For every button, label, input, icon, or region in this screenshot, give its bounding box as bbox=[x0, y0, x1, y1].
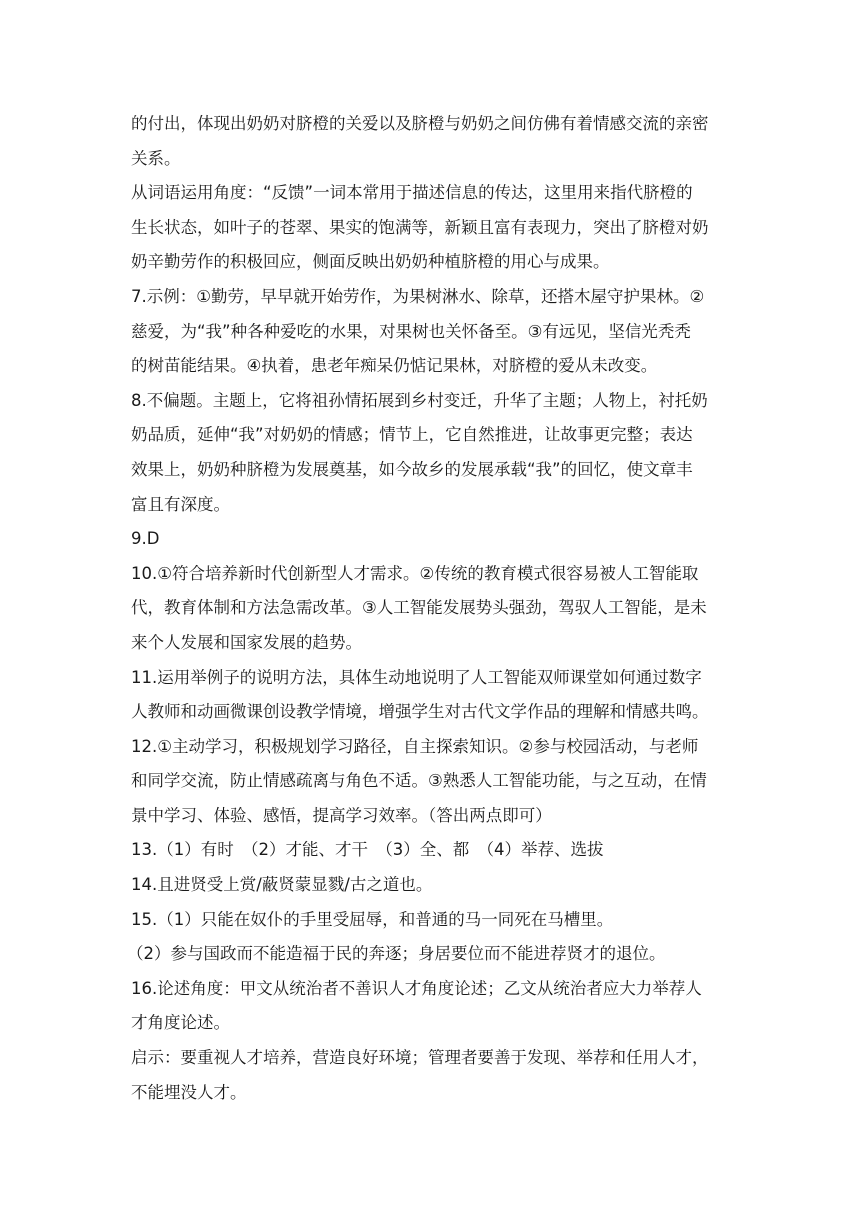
answer-13-line: 13.（1）有时 （2）才能、才干 （3）全、都 （4）举荐、选拔 bbox=[131, 840, 604, 860]
text-line: 的付出，体现出奶奶对脐橙的关爱以及脐橙与奶奶之间仿佛有着情感交流的亲密 bbox=[131, 114, 709, 133]
text-line: 启示：要重视人才培养，营造良好环境；管理者要善于发现、举荐和任用人才， bbox=[131, 1048, 709, 1068]
text-line: 不能埋没人才。 bbox=[131, 1082, 247, 1102]
answer-12-line: 12.①主动学习，积极规划学习路径，自主探索知识。②参与校园活动，与老师 bbox=[131, 736, 699, 756]
answer-text-block bbox=[127, 107, 741, 1110]
answer-16-line: 16.论述角度：甲文从统治者不善识人才角度论述；乙文从统治者应大力举荐人 bbox=[131, 978, 702, 998]
answer-9-line: 9.D bbox=[131, 529, 160, 549]
text-line: 来个人发展和国家发展的趋势。 bbox=[131, 632, 362, 652]
text-line: 效果上，奶奶种脐橙为发展奠基，如今故乡的发展承载“我”的回忆，使文章丰 bbox=[131, 459, 693, 479]
text-line: 的树苗能结果。④执着，患老年痴呆仍惦记果林，对脐橙的爱从未改变。 bbox=[131, 356, 658, 376]
answer-7-line: 7.示例：①勤劳，早早就开始劳作，为果树淋水、除草，还搭木屋守护果林。② bbox=[131, 286, 705, 306]
answer-15-line: 15.（1）只能在奴仆的手里受屈辱，和普通的马一同死在马槽里。 bbox=[131, 909, 614, 929]
text-line: （2）参与国政而不能造福于民的奔逐；身居要位而不能进荐贤才的退位。 bbox=[127, 944, 666, 964]
text-line: 人教师和动画微课创设教学情境，增强学生对古代文学作品的理解和情感共鸣。 bbox=[131, 702, 709, 722]
text-line: 景中学习、体验、感悟，提高学习效率。（答出两点即可） bbox=[131, 805, 552, 825]
text-line: 关系。 bbox=[131, 148, 181, 168]
text-line: 富且有深度。 bbox=[131, 494, 230, 514]
text-line: 才角度论述。 bbox=[131, 1013, 230, 1033]
answer-8-line: 8.不偏题。主题上，它将祖孙情拓展到乡村变迁，升华了主题；人物上，衬托奶 bbox=[131, 390, 708, 410]
answer-14-line: 14.且进贤受上赏/蔽贤蒙显戮/古之道也。 bbox=[131, 875, 433, 895]
text-line: 奶品质，延伸“我”对奶奶的情感；情节上，它自然推进，让故事更完整；表达 bbox=[131, 425, 693, 445]
text-line: 代，教育体制和方法急需改革。③人工智能发展势头强劲，驾驭人工智能，是未 bbox=[131, 598, 707, 618]
text-line: 奶辛勤劳作的积极回应，侧面反映出奶奶种植脐橙的用心与成果。 bbox=[131, 252, 610, 272]
answer-10-line: 10.①符合培养新时代创新型人才需求。②传统的教育模式很容易被人工智能取 bbox=[131, 563, 699, 583]
answer-11-line: 11.运用举例子的说明方法，具体生动地说明了人工智能双师课堂如何通过数字 bbox=[131, 667, 702, 687]
text-line: 和同学交流，防止情感疏离与角色不适。③熟悉人工智能功能，与之互动，在情 bbox=[131, 771, 707, 791]
text-line: 慈爱，为“我”种各种爱吃的水果，对果树也关怀备至。③有远见，坚信光秃秃 bbox=[131, 321, 691, 341]
text-line: 生长状态，如叶子的苍翠、果实的饱满等，新颖且富有表现力，突出了脐橙对奶 bbox=[131, 217, 709, 237]
text-line: 从词语运用角度：“反馈”一词本常用于描述信息的传达，这里用来指代脐橙的 bbox=[131, 183, 693, 203]
